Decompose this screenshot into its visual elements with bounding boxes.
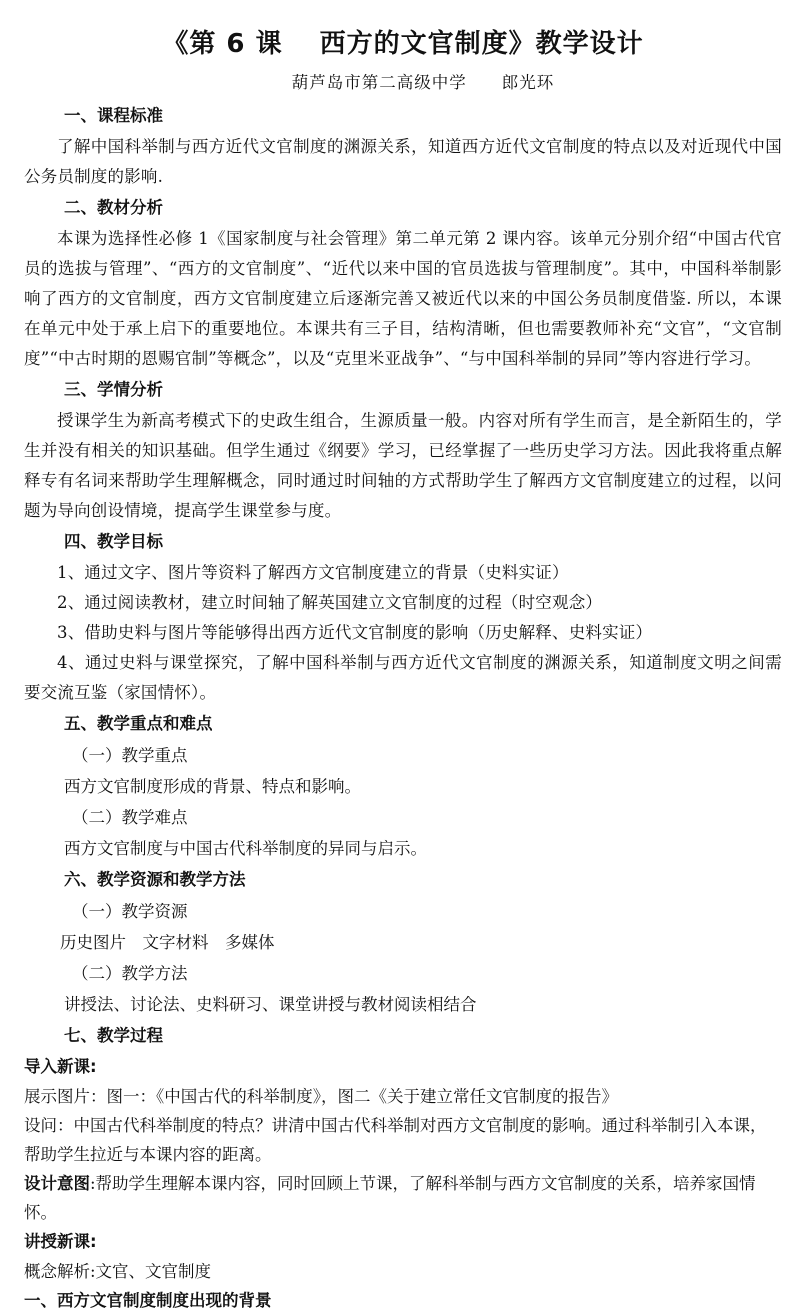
curriculum-text: 了解中国科举制与西方近代文官制度的渊源关系，知道西方近代文官制度的特点以及对近现代中国公务员制度的影响. [24, 137, 782, 186]
author-line: 葫芦岛市第二高级中学 郎光环 [291, 73, 555, 92]
student-analysis-text: 授课学生为新高考模式下的史政生组合，生源质量一般。内容对所有学生而言，是全新陌生的，学生并没有相关的知识基础。但学生通过《纲要》学习，已经掌握了一些历史学习方法。因此我将重点解释专有名词来帮助学生理解概念，同时通过时间轴的方式帮助学生了解西方文官制度建立的过程，以问题为导向创设情境，提高学生课堂参与度。 [24, 411, 782, 520]
question-text: 设问：中国古代科举制度的特点？讲清中国古代科举制对西方文官制度的影响。通过科举制引入本课，帮助学生拉近与本课内容的距离。 [24, 1116, 767, 1164]
section-heading-curriculum: 一、课程标准 [64, 106, 163, 125]
part1-heading: 一、西方文官制度制度出现的背景 [24, 1291, 272, 1310]
textbook-analysis-text: 本课为选择性必修 1《国家制度与社会管理》第二单元第 2 课内容。该单元分别介绍“中国古代官员的选拔与管理”、“西方的文官制度”、“近代以来中国的官员选拔与管理制度”。其中，中国科举制影响了西方的文官制度，西方文官制度建立后逐渐完善又被近代以来的中国公务员制度借鉴. 所以，本课在单元中处于承上启下的重要地位。本课共有三子目，结构清晰，但也需要教师补充“文官”，“文官制度”“中古时期的恩赐官制”等概念”，以及“克里米亚战争”、“与中国科举制的异同”等内容进行学习。 [24, 229, 782, 368]
intro-label: 导入新课: [24, 1057, 97, 1076]
section-heading-students: 三、学情分析 [64, 380, 163, 399]
section-heading-process: 七、教学过程 [64, 1026, 163, 1045]
key-point-text: 西方文官制度形成的背景、特点和影响。 [64, 777, 361, 796]
methods-text: 讲授法、讨论法、史料研习、课堂讲授与教材阅读相结合 [64, 995, 477, 1014]
goal-item: 3、借助史料与图片等能够得出西方近代文官制度的影响（历史解释、史料实证） [57, 623, 653, 642]
methods-label: （二）教学方法 [72, 964, 188, 983]
resources-text: 历史图片 文字材料 多媒体 [60, 933, 275, 952]
section-heading-textbook: 二、教材分析 [64, 198, 163, 217]
difficulty-label: （二）教学难点 [72, 808, 188, 827]
goal-item: 1、通过文字、图片等资料了解西方文官制度建立的背景（史料实证） [57, 563, 569, 582]
section-heading-goals: 四、教学目标 [64, 532, 163, 551]
design-intent-text: :帮助学生理解本课内容，同时回顾上节课，了解科举制与西方文官制度的关系，培养家国情怀。 [24, 1174, 756, 1222]
show-images-text: 展示图片：图一：《中国古代的科举制度》，图二《关于建立常任文官制度的报告》 [24, 1087, 618, 1106]
concept-text: 概念解析:文官、文官制度 [24, 1262, 212, 1281]
section-heading-key-points: 五、教学重点和难点 [64, 714, 213, 733]
goal-item: 4、通过史料与课堂探究，了解中国科举制与西方近代文官制度的渊源关系，知道制度文明之间需要交流互鉴（家国情怀）。 [24, 653, 782, 702]
design-intent-label: 设计意图 [24, 1174, 90, 1193]
key-point-label: （一）教学重点 [72, 746, 188, 765]
resources-label: （一）教学资源 [72, 902, 188, 921]
goal-item: 2、通过阅读教材，建立时间轴了解英国建立文官制度的过程（时空观念） [57, 593, 603, 612]
page-title: 《第 6 课 西方的文官制度》教学设计 [162, 29, 644, 59]
design-intent [24, 1169, 782, 1227]
difficulty-text: 西方文官制度与中国古代科举制度的异同与启示。 [64, 839, 427, 858]
lecture-label: 讲授新课: [24, 1232, 97, 1251]
section-heading-resources: 六、教学资源和教学方法 [64, 870, 246, 889]
